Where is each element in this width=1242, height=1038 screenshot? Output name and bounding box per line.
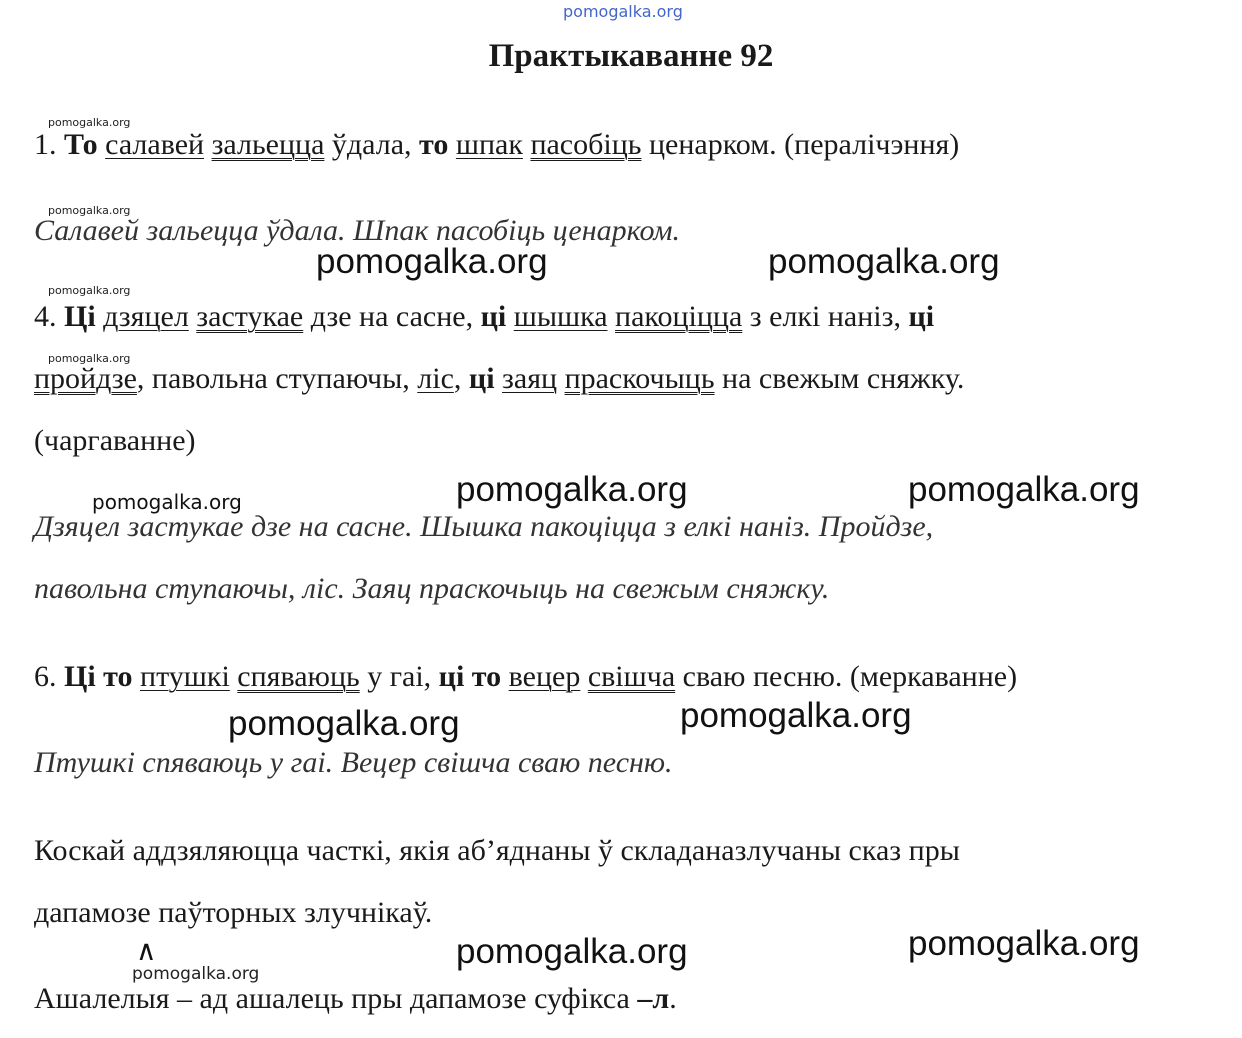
watermark-large: pomogalka.org [680, 696, 912, 735]
watermark-small: pomogalka.org [48, 204, 131, 217]
ex4-answer-line2: павольна ступаючы, ліс. Заяц праскочыць на свежым сняжку. [34, 572, 830, 605]
ex1-number: 1. [34, 128, 57, 161]
note-line1: Коскай аддзяляюцца часткі, якія аб’яднаны ў складаназлучаны сказ пры [34, 834, 960, 867]
ex1-sentence: 1. То салавей зальецца ўдала, то шпак пасобіць ценарком. (пералічэння) [34, 128, 960, 161]
ex4-sentence-line1: 4. Ці дзяцел застукае дзе на сасне, ці шышка пакоціцца з елкі наніз, ці [34, 300, 935, 333]
ex4-sentence-line3: (чаргаванне) [34, 424, 196, 457]
watermark-medium: pomogalka.org [92, 490, 242, 514]
caret-mark: ∧ [136, 934, 157, 967]
ex1-subject-1: салавей [105, 128, 205, 161]
watermark-small: pomogalka.org [48, 116, 131, 129]
watermark-large: pomogalka.org [908, 924, 1140, 963]
ex1-predicate-1: зальецца [211, 128, 325, 161]
ex1-conj-2: то [419, 128, 449, 161]
page-title: Практыкаванне 92 [488, 38, 774, 74]
ex1-predicate-2: пасобіць [530, 128, 642, 161]
watermark-large: pomogalka.org [456, 470, 688, 509]
ex4-answer-line1: Дзяцел застукае дзе на сасне. Шышка пакоціцца з елкі наніз. Пройдзе, [34, 510, 934, 543]
watermark-large: pomogalka.org [316, 242, 548, 281]
ex1-answer: Салавей зальецца ўдала. Шпак пасобіць ценарком. [34, 214, 680, 247]
watermark-small: pomogalka.org [48, 284, 131, 297]
note-line3: Ашалелыя – ад ашалець пры дапамозе суфікса –л. [34, 982, 677, 1015]
ex4-sentence-line2: пройдзе, павольна ступаючы, ліс, ці заяц праскочыць на свежым сняжку. [34, 362, 965, 395]
watermark-top: pomogalka.org [563, 2, 683, 21]
ex6-answer: Птушкі спяваюць у гаі. Вецер свішча сваю песню. [34, 746, 673, 779]
ex1-subject-2: шпак [455, 128, 523, 161]
ex6-sentence: 6. Ці то птушкі спяваюць у гаі, ці то вецер свішча сваю песню. (меркаванне) [34, 660, 1018, 693]
watermark-large: pomogalka.org [456, 932, 688, 971]
watermark-small: pomogalka.org [132, 964, 260, 984]
ex4-number: 4. [34, 300, 57, 333]
watermark-large: pomogalka.org [228, 704, 460, 743]
watermark-large: pomogalka.org [908, 470, 1140, 509]
ex1-conj-1: То [64, 128, 98, 161]
watermark-large: pomogalka.org [768, 242, 1000, 281]
note-line2: дапамозе паўторных злучнікаў. [34, 896, 433, 929]
ex6-number: 6. [34, 660, 57, 693]
watermark-small: pomogalka.org [48, 352, 131, 365]
